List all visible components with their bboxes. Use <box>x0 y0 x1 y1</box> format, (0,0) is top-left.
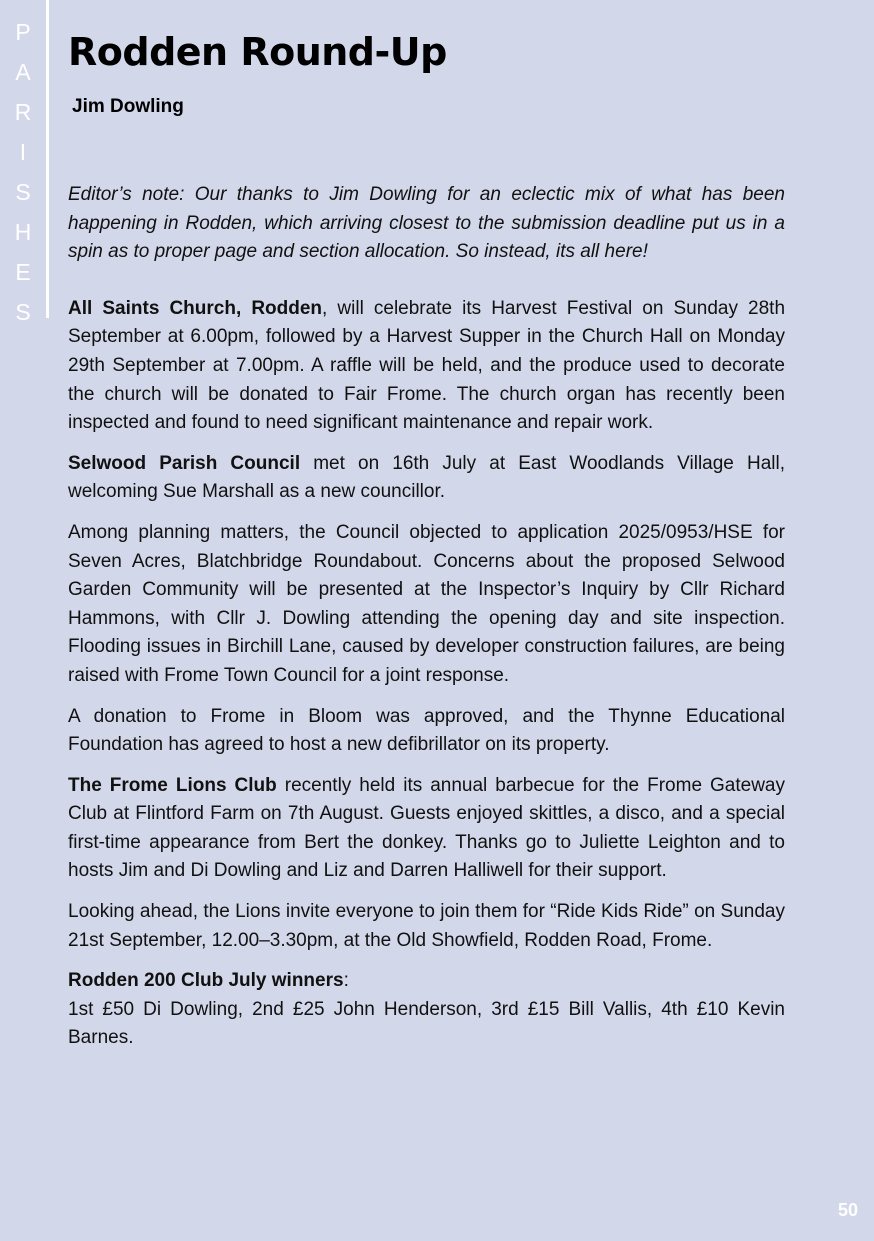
paragraph-planning: Among planning matters, the Council objected to application 2025/0953/HSE for Seven Acres, Blatchbridge Roundabout. Concerns about the proposed Selwood Garden Community will be presented at the Inspector’s Inquiry by Cllr Richard Hammons, with Cllr J. Dowling attending the opening day and site inspection. Flooding issues in Birchill Lane, caused by developer construction failures, are being raised with Frome Town Council for a joint response. <box>68 521 785 686</box>
paragraph-text: met on 16th July at East Woodlands Village Hall, welcoming Sue Marshall as a new councillor. <box>68 452 786 503</box>
page-number: 50 <box>837 1200 858 1220</box>
paragraph-lead: Rodden 200 Club July winners <box>68 970 344 992</box>
section-letter: H <box>14 219 32 245</box>
paragraph-text: , will celebrate its Harvest Festival on Sunday 28th September at 6.00pm, followed by a Harvest Supper in the Church Hall on Monday 29th September at 7.00pm. A raffle will be held, and the produce used to decorate the church will be donated to Fair Frome. The church organ has recently been inspected and found to need significant maintenance and repair work. <box>68 297 786 434</box>
section-letter: I <box>19 139 27 165</box>
editor-note: Editor’s note: Our thanks to Jim Dowling for an eclectic mix of what has been happening in Rodden, which arriving closest to the submission deadline put us in a spin as to proper page and section allocation. So instead, its all here! <box>68 184 785 263</box>
paragraph-200-club-winners: 1st £50 Di Dowling, 2nd £25 John Henderson, 3rd £15 Bill Vallis, 4th £10 Kevin Barnes. <box>68 998 785 1049</box>
paragraph-lead: The Frome Lions Club <box>68 774 277 796</box>
section-letter: S <box>15 179 31 205</box>
section-label-parishes <box>0 12 46 332</box>
section-letter: P <box>15 19 31 45</box>
paragraph-text: recently held its annual barbecue for the Frome Gateway Club at Flintford Farm on 7th August. Guests enjoyed skittles, a disco, and a special first-time appearance from Bert the donkey. Thanks go to Juliette Leighton and to hosts Jim and Di Dowling and Liz and Darren Halliwell for their support. <box>68 774 786 882</box>
paragraph-lead: All Saints Church, Rodden <box>68 297 323 319</box>
paragraph-parish-council <box>68 450 785 507</box>
page-title: Rodden Round-Up <box>68 30 447 74</box>
paragraph-donation: A donation to Frome in Bloom was approved, and the Thynne Educational Foundation has agreed to host a new defibrillator on its property. <box>68 705 785 756</box>
heading-200-club <box>68 967 785 996</box>
section-letter: E <box>15 259 31 285</box>
section-divider <box>46 0 49 318</box>
paragraph-lead: Selwood Parish Council <box>68 452 301 474</box>
paragraph-ride-kids-ride: Looking ahead, the Lions invite everyone to join them for “Ride Kids Ride” on Sunday 21st September, 12.00–3.30pm, at the Old Showfield, Rodden Road, Frome. <box>68 901 785 951</box>
heading-colon: : <box>343 970 349 992</box>
paragraph-harvest-festival <box>68 295 785 438</box>
section-letter: S <box>15 299 31 325</box>
paragraph-lions-club <box>68 772 785 886</box>
section-letter: A <box>15 59 31 85</box>
section-letter: R <box>14 99 32 125</box>
author-byline: Jim Dowling <box>72 96 184 117</box>
article-body <box>68 181 785 1053</box>
